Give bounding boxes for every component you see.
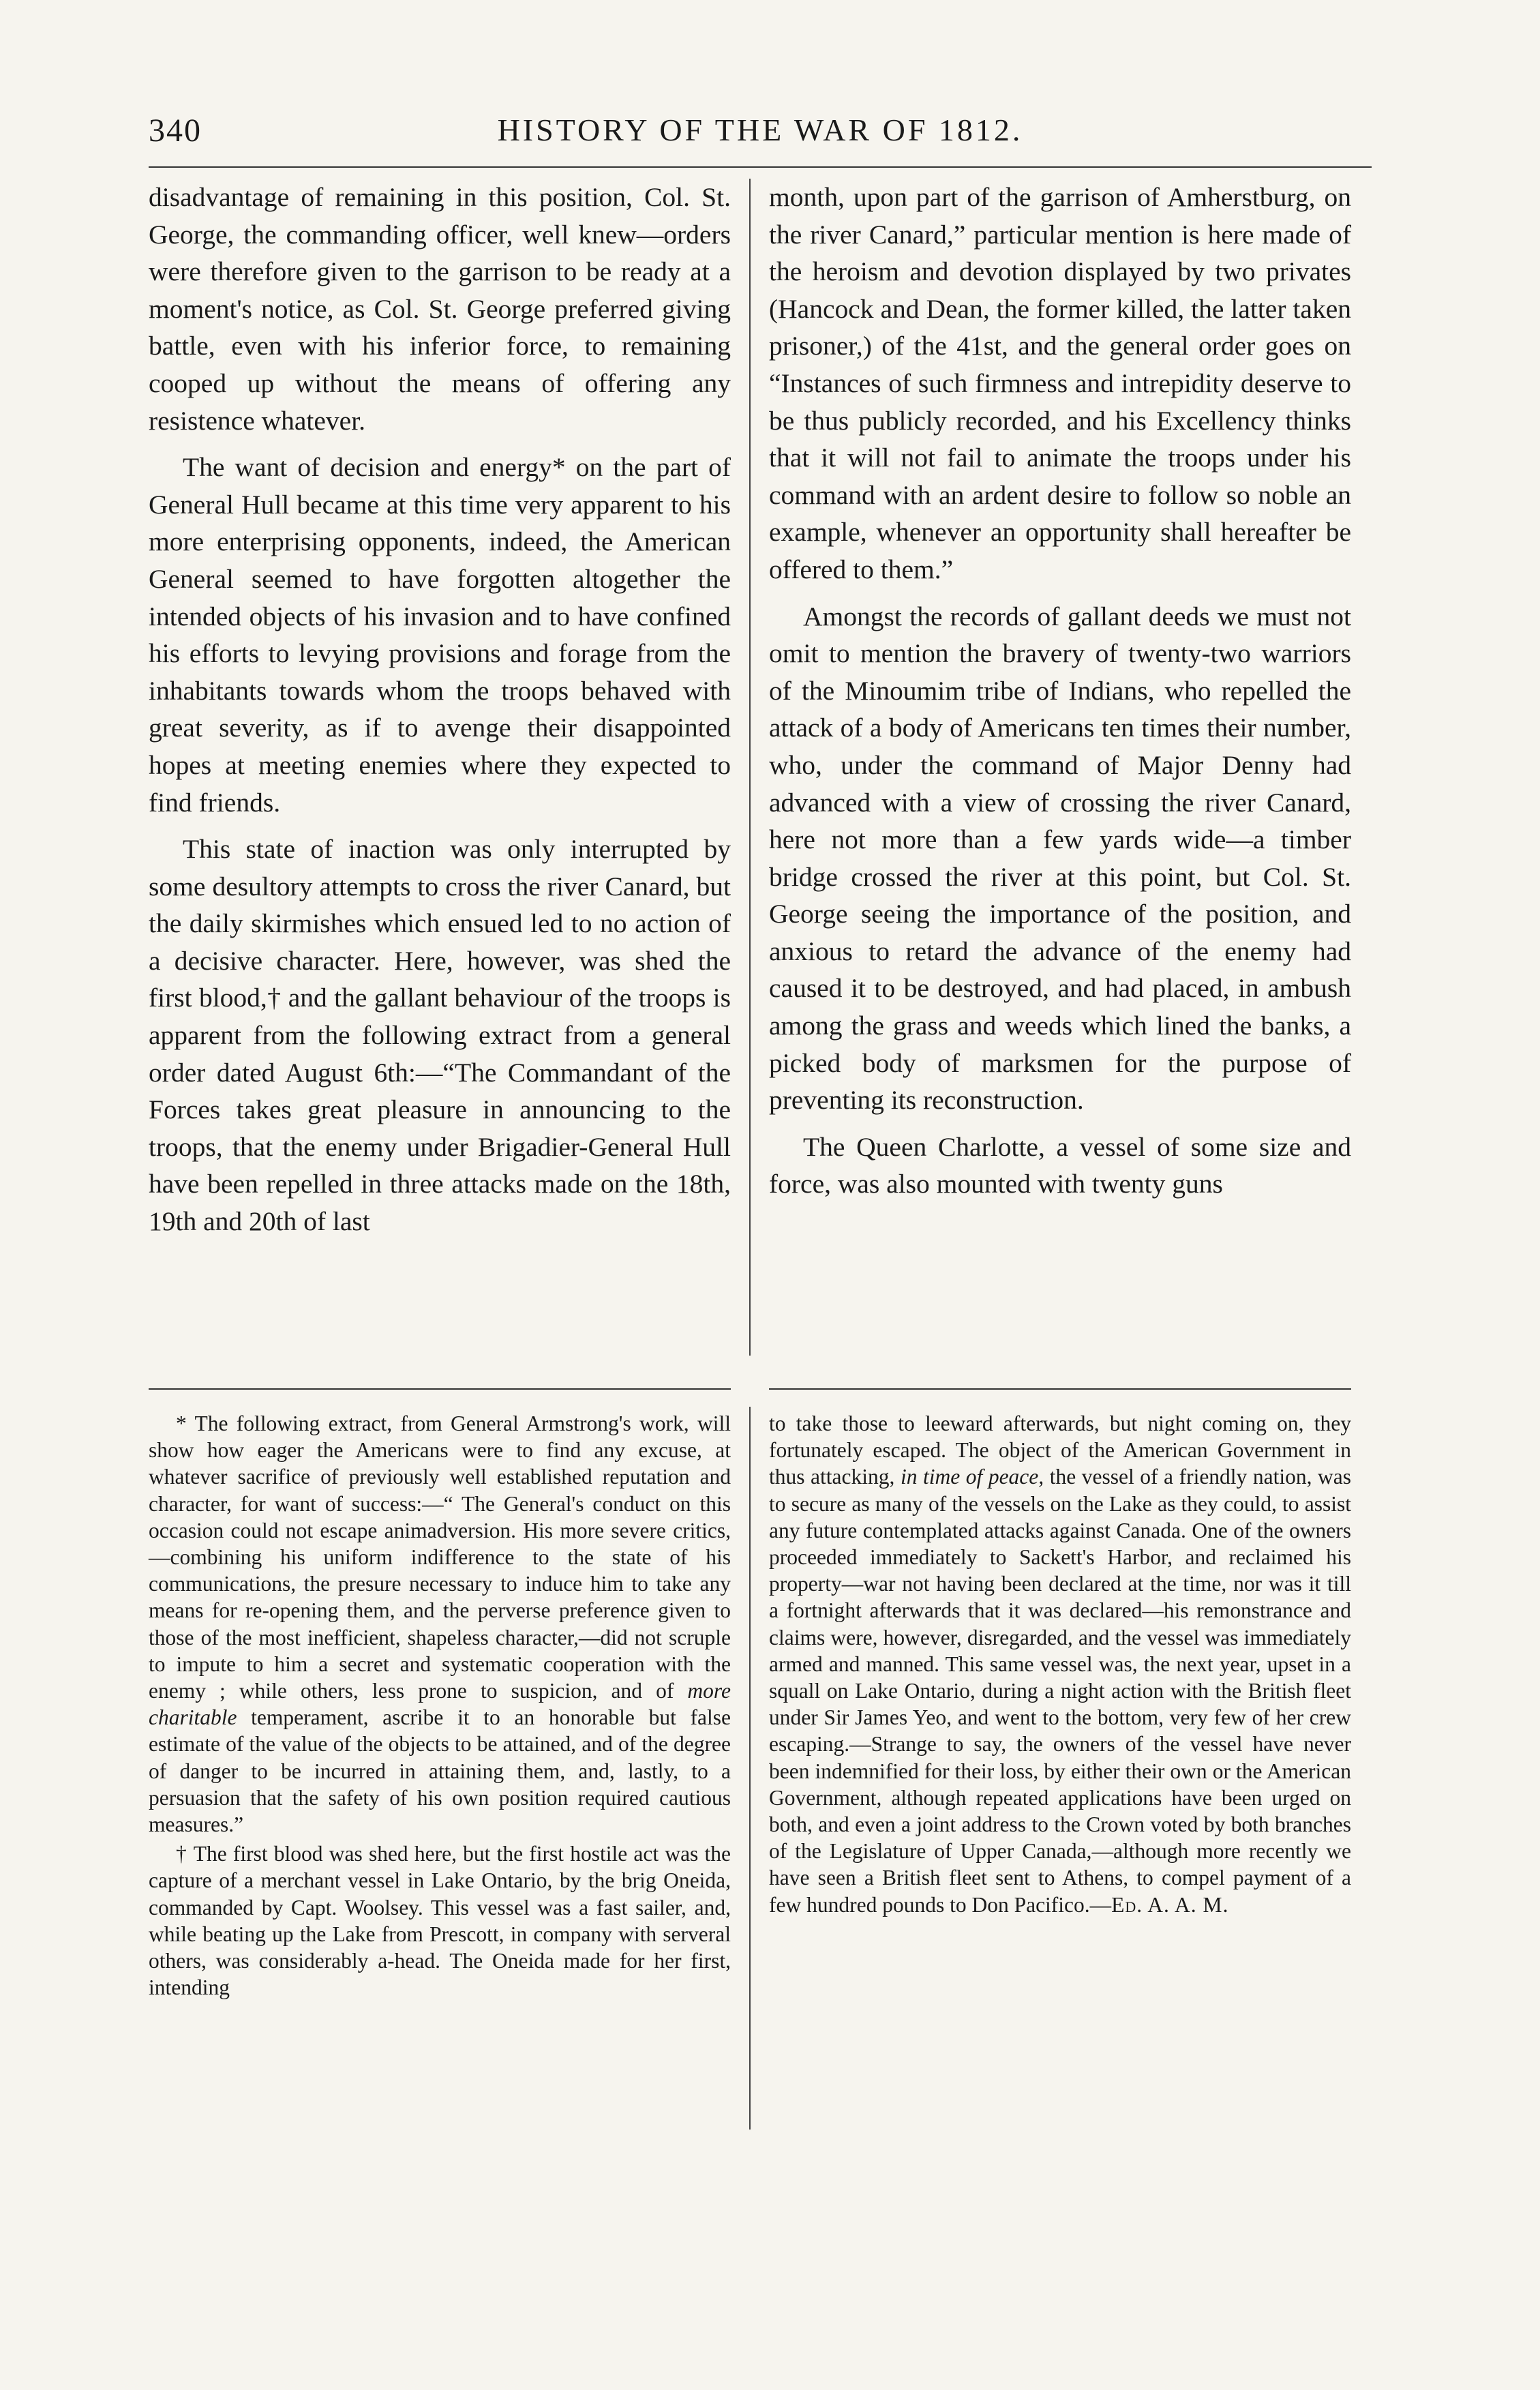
footnote-cont-text-b: the vessel of a friendly nation, was to secure as many of the vessels on the Lake as they could, to assist any future contemplated attacks against Canada. One of the owners proceeded immediately to Sackett's Harbor, and reclaimed his property—war not having been declared at the time, nor was it till a fortnight afterwards that it was declared—his remonstrance and claims were, however, disregarded, and the vessel was immediately armed and manned. This same vessel was, the next year, upset in a squall on Lake Ontario, during a night action with the British fleet under Sir James Yeo, and went to the bottom, very few of her crew escaping.—Strange to say, the owners of the vessel have never been indemnified for their loss, by either their own or the American Government, although repeated applications have been urged on both, and even a joint address to the Crown voted by both branches of the Legislature of Upper Canada,—although more recently we have seen a British fleet sent to Athens, to compel payment of a few hundred pounds to Don Pacifico.— bbox=[769, 1465, 1351, 1917]
footnote-asterisk-text-b: temperament, ascribe it to an honorable but false estimate of the value of the objects to be attained, and of the degree of danger to be incurred in attaining them, and, lastly, to a persuasion that the safety of his own position required cautious measures.” bbox=[149, 1705, 731, 1837]
footnote-column-divider bbox=[749, 1407, 751, 2130]
footnote-asterisk bbox=[149, 1410, 731, 1838]
right-paragraph-2: Amongst the records of gallant deeds we must not omit to mention the bravery of twenty-two warriors of the Minoumim tribe of Indians, who repelled the attack of a body of Americans ten times their number, who, under the command of Major Denny had advanced with a view of crossing the river Canard, here not more than a few yards wide—a timber bridge crossed the river at this point, but Col. St. George seeing the importance of the position, and anxious to retard the advance of the enemy had caused it to be destroyed, and had placed, in ambush among the grass and weeds which lined the banks, a picked body of marksmen for the purpose of preventing its reconstruction. bbox=[769, 601, 1351, 1116]
right-paragraph-1: month, upon part of the garrison of Amherstburg, on the river Canard,” particular mention is here made of the heroism and devotion displayed by two privates (Hancock and Dean, the former killed, the latter taken prisoner,) of the 41st, and the general order goes on “Instances of such firmness and intrepidity deserve to be thus publicly recorded, and his Excellency thinks that it will not fail to animate the troops under his command with an ardent desire to follow so noble an example, whenever an opportunity shall hereafter be offered to them.” bbox=[769, 182, 1351, 584]
right-paragraph-3: The Queen Charlotte, a vessel of some size and force, was also mounted with twenty guns bbox=[769, 1131, 1351, 1199]
footnote-asterisk-emphasis: more charitable bbox=[149, 1679, 731, 1730]
left-paragraph-2: The want of decision and energy* on the part of General Hull became at this time very apparent to his more enterprising opponents, indeed, the American General seemed to have forgotten altogether the intended objects of his invasion and to have confined his efforts to levying provisions and forage from the inhabitants towards whom the troops behaved with great severity, as if to avenge their disappointed hopes at meeting enemies where they expected to find friends. bbox=[149, 452, 731, 818]
footnote-cont-emphasis: in time of peace, bbox=[900, 1465, 1044, 1489]
header-rule bbox=[149, 166, 1372, 168]
left-column bbox=[149, 179, 731, 1240]
left-paragraph-1: disadvantage of remaining in this position, Col. St. George, the commanding officer, well knew—orders were therefore given to the garrison to be ready at a moment's notice, as Col. St. George preferred giving battle, even with his inferior force, to remaining cooped up without the means of offering any resistence whatever. bbox=[149, 182, 731, 436]
footnotes-left bbox=[149, 1410, 731, 2001]
page-number: 340 bbox=[149, 113, 202, 149]
right-column bbox=[769, 179, 1351, 1203]
footnote-rule-right bbox=[769, 1388, 1351, 1390]
footnote-dagger: † The first blood was shed here, but the first hostile act was the capture of a merchant vessel in Lake Ontario, by the brig Oneida, commanded by Capt. Woolsey. This vessel was a fast sailer, and, while beating up the Lake from Prescott, in company with serveral others, was considerably a-head. The Oneida made for her first, intending bbox=[149, 1842, 731, 2000]
column-divider bbox=[749, 179, 751, 1356]
running-title: HISTORY OF THE WAR OF 1812. bbox=[497, 113, 1023, 147]
footnote-rule-left bbox=[149, 1388, 731, 1390]
footnote-asterisk-text-a: * The following extract, from General Armstrong's work, will show how eager the Americans were to find any excuse, at whatever sacrifice of previously well established reputation and character, for want of success:—“ The General's conduct on this occasion could not escape animadversion. His more severe critics,—combining his uniform indifference to the state of his communications, the presure necessary to induce him to take any means for re-opening them, and the perverse preference given to those of the most inefficient, shapeless character,—did not scruple to impute to him a secret and systematic cooperation with the enemy ; while others, less prone to suspicion, and of bbox=[149, 1411, 731, 1703]
editor-signature: Ed. A. A. M. bbox=[1111, 1892, 1229, 1917]
left-paragraph-3: This state of inaction was only interrupted by some desultory attempts to cross the river Canard, but the daily skirmishes which ensued led to no action of a decisive character. Here, however, was shed the first blood,† and the gallant behaviour of the troops is apparent from the following extract from a general order dated August 6th:—“The Commandant of the Forces takes great pleasure in announcing to the troops, that the enemy under Brigadier-General Hull have been repelled in three attacks made on the 18th, 19th and 20th of last bbox=[149, 834, 731, 1237]
footnote-dagger-continued bbox=[769, 1410, 1351, 1918]
page-header bbox=[149, 109, 1372, 164]
footnote-cont-text-a: to take those to leeward afterwards, but night coming on, they fortunately escaped. The object of the American Government in thus attacking, bbox=[769, 1411, 1351, 1489]
footnotes-right bbox=[769, 1410, 1351, 1918]
